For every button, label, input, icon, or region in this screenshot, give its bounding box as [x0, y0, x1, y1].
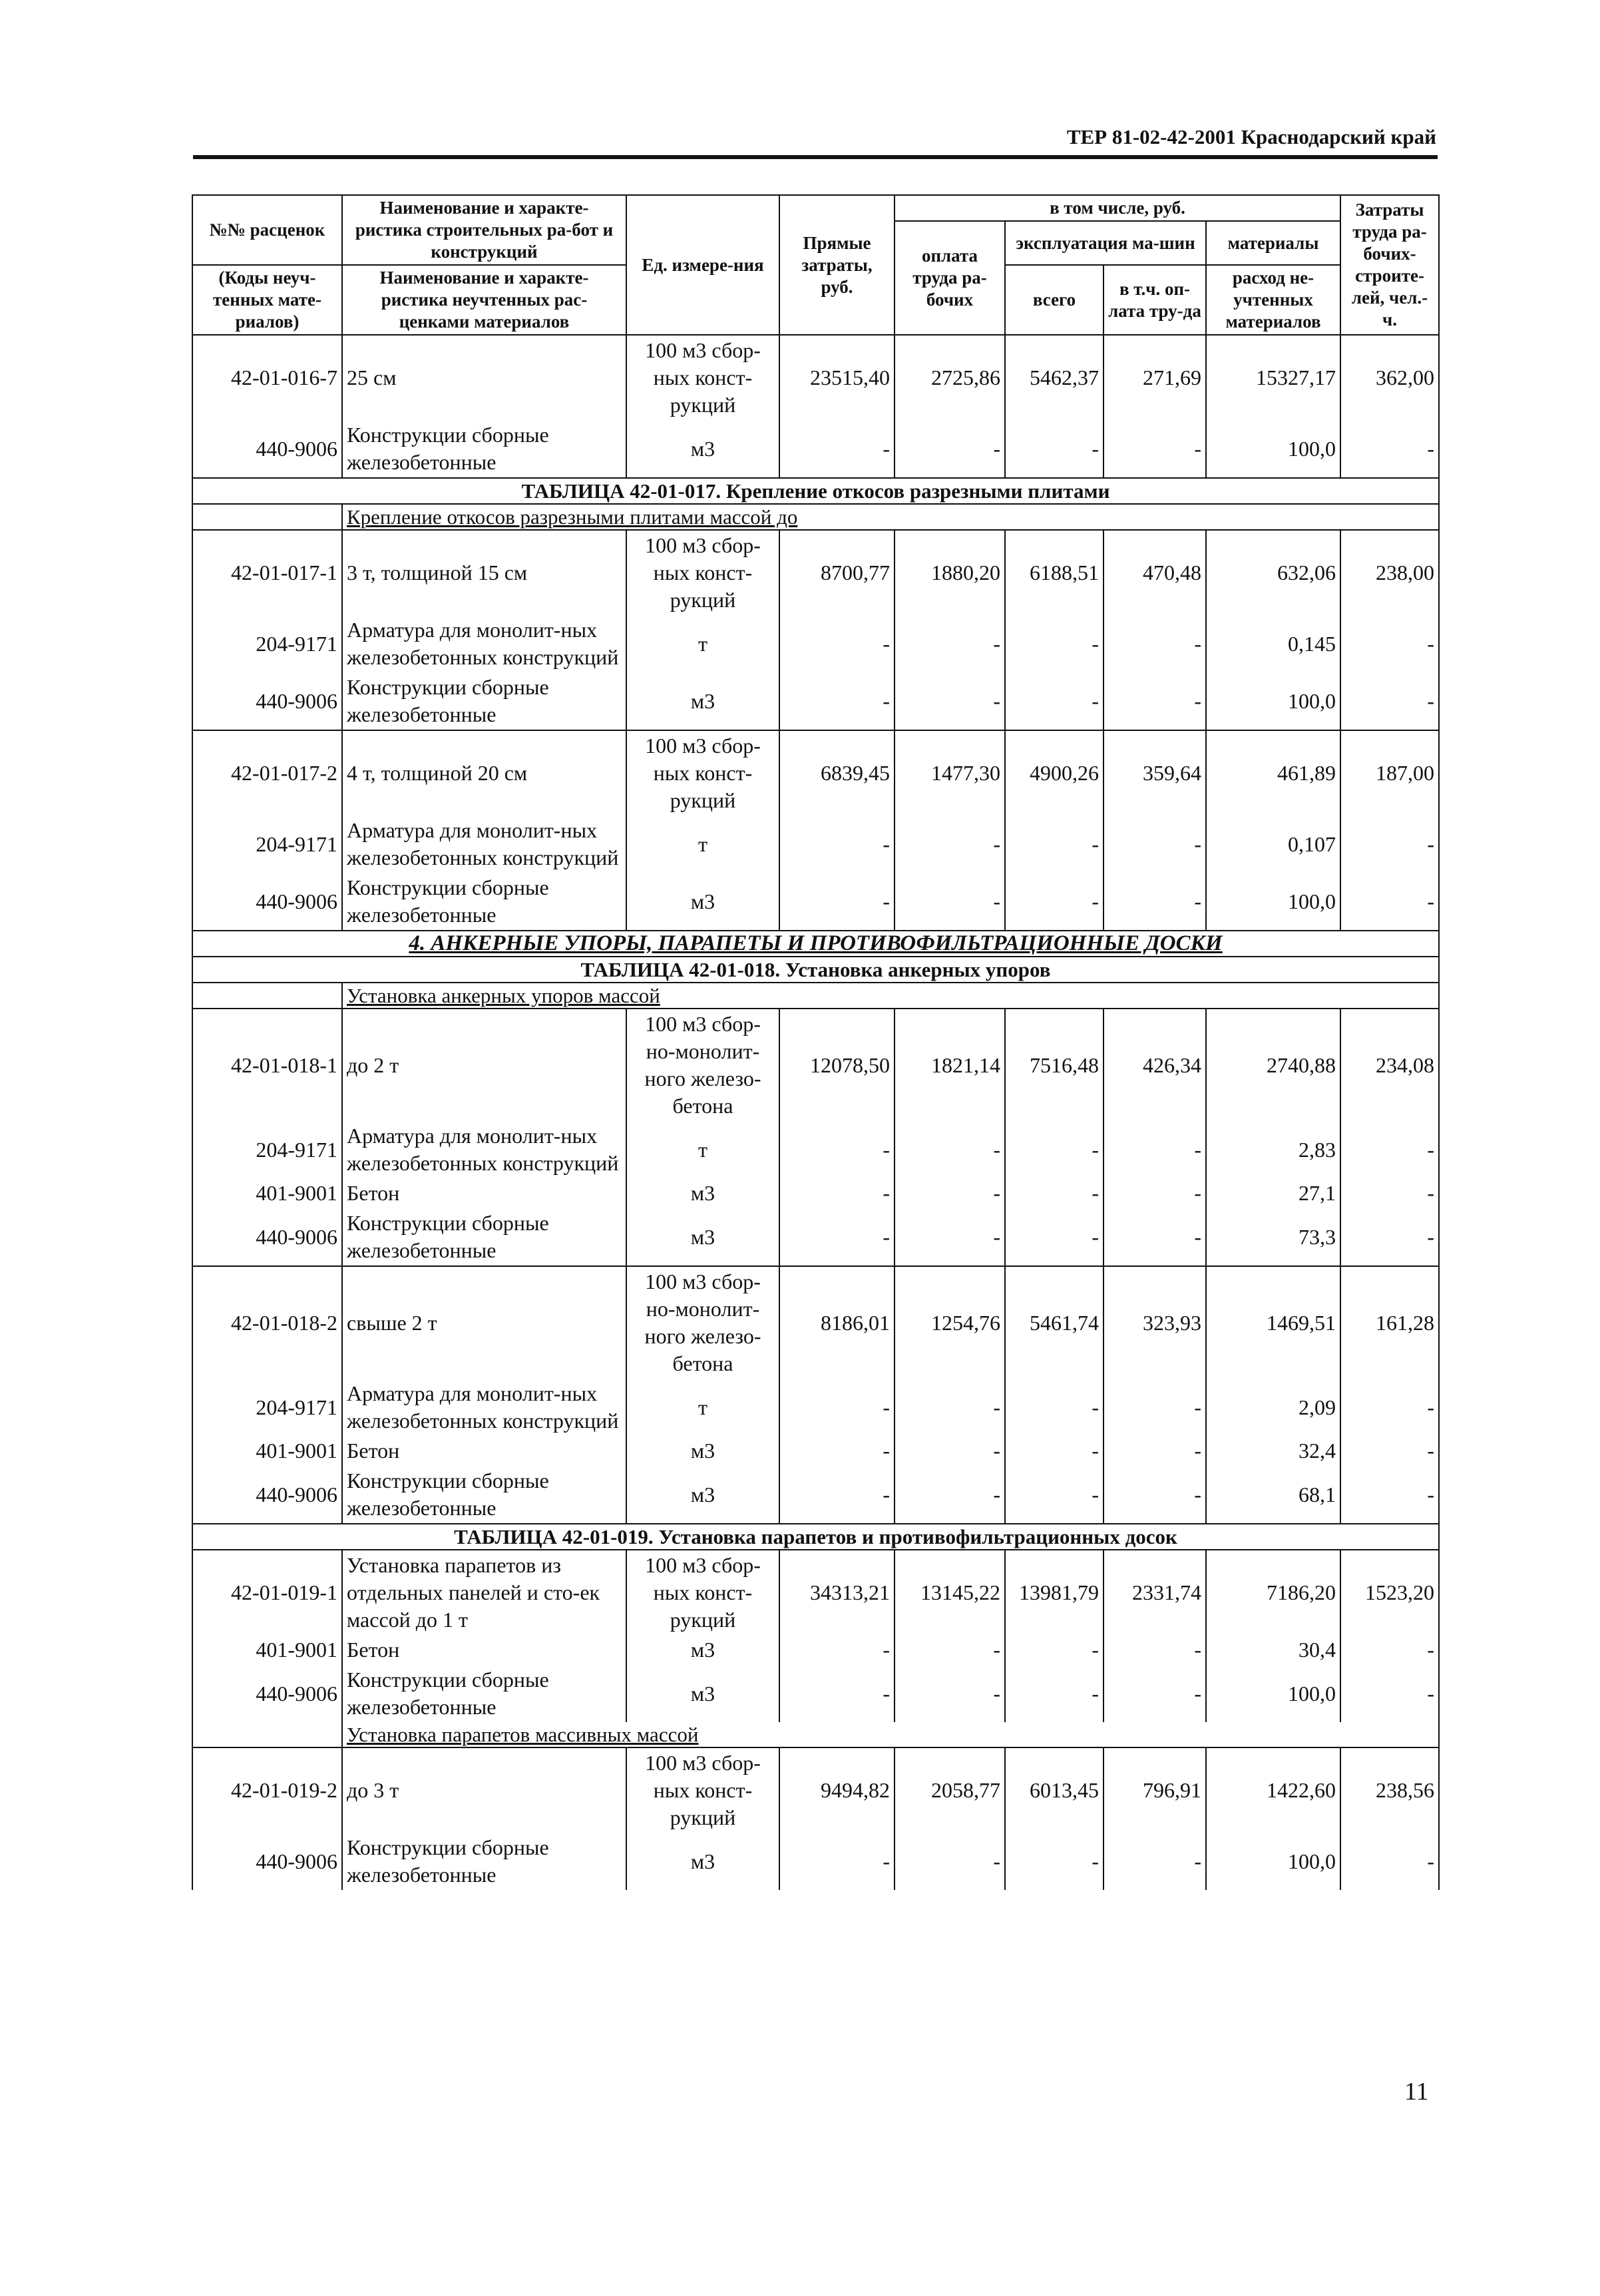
direct-cost: -	[779, 1379, 895, 1436]
materials-cost: 15327,17	[1206, 335, 1340, 420]
machines-wages: -	[1103, 615, 1206, 672]
machines-wages: -	[1103, 1208, 1206, 1266]
machines-wages: 796,91	[1103, 1747, 1206, 1833]
wages-cost: -	[895, 1466, 1005, 1524]
rate-code: 440-9006	[192, 420, 342, 478]
rate-unit: 100 м3 сбор-ных конст-рукций	[626, 335, 779, 420]
materials-cost: 7186,20	[1206, 1550, 1340, 1635]
wages-cost: 1880,20	[895, 530, 1005, 615]
table-row	[192, 1466, 1439, 1524]
wages-cost: -	[895, 873, 1005, 931]
machines-wages: -	[1103, 1833, 1206, 1890]
rate-name: до 2 т	[342, 1009, 626, 1121]
table-row	[192, 1550, 1439, 1635]
rate-unit: м3	[626, 1466, 779, 1524]
rate-name: Конструкции сборные железобетонные	[342, 1208, 626, 1266]
machines-wages: 271,69	[1103, 335, 1206, 420]
machines-total: -	[1005, 1178, 1103, 1208]
labor-hours: 234,08	[1340, 1009, 1439, 1121]
table-row	[192, 420, 1439, 478]
direct-cost: -	[779, 1665, 895, 1722]
col-machines-wages: в т.ч. оп-лата тру-да	[1103, 265, 1206, 335]
machines-wages: 323,93	[1103, 1266, 1206, 1379]
machines-wages: -	[1103, 420, 1206, 478]
machines-total: 5461,74	[1005, 1266, 1103, 1379]
labor-hours: -	[1340, 1379, 1439, 1436]
machines-total: -	[1005, 815, 1103, 873]
wages-cost: -	[895, 615, 1005, 672]
col-code-top: №№ расценок	[192, 195, 342, 265]
machines-total: -	[1005, 1466, 1103, 1524]
machines-wages: -	[1103, 1635, 1206, 1665]
rate-unit: м3	[626, 873, 779, 931]
direct-cost: 9494,82	[779, 1747, 895, 1833]
col-labor: Затраты труда ра-бочих-строите-лей, чел.-ч.	[1340, 195, 1439, 335]
machines-wages: 470,48	[1103, 530, 1206, 615]
wages-cost: -	[895, 1436, 1005, 1466]
machines-wages: -	[1103, 1436, 1206, 1466]
rate-name: Бетон	[342, 1436, 626, 1466]
table-title: ТАБЛИЦА 42-01-017. Крепление откосов разрезными плитами	[192, 478, 1439, 504]
subheading-text: Установка парапетов массивных массой	[342, 1722, 1439, 1747]
rate-name: Арматура для монолит-ных железобетонных конструкций	[342, 815, 626, 873]
col-materials-sub: расход не-учтенных материалов	[1206, 265, 1340, 335]
table-row	[192, 1665, 1439, 1722]
wages-cost: 1477,30	[895, 730, 1005, 815]
rate-unit: т	[626, 1121, 779, 1178]
rate-unit: 100 м3 сбор-но-монолит-ного железо-бетона	[626, 1266, 779, 1379]
rate-unit: т	[626, 1379, 779, 1436]
machines-total: -	[1005, 1665, 1103, 1722]
machines-wages: -	[1103, 873, 1206, 931]
labor-hours: -	[1340, 1436, 1439, 1466]
wages-cost: 2058,77	[895, 1747, 1005, 1833]
rate-code: 42-01-017-2	[192, 730, 342, 815]
rate-unit: 100 м3 сбор-ных конст-рукций	[626, 730, 779, 815]
machines-total: -	[1005, 1635, 1103, 1665]
rate-code: 440-9006	[192, 672, 342, 730]
table-row	[192, 1121, 1439, 1178]
rate-name: Установка парапетов из отдельных панелей и сто-ек массой до 1 т	[342, 1550, 626, 1635]
materials-cost: 100,0	[1206, 672, 1340, 730]
rate-code: 440-9006	[192, 1466, 342, 1524]
wages-cost: -	[895, 672, 1005, 730]
section-title: 4. АНКЕРНЫЕ УПОРЫ, ПАРАПЕТЫ И ПРОТИВОФИЛЬТРАЦИОННЫЕ ДОСКИ	[192, 931, 1439, 957]
rate-unit: м3	[626, 1635, 779, 1665]
direct-cost: -	[779, 420, 895, 478]
table-row	[192, 1009, 1439, 1121]
rate-code: 42-01-019-2	[192, 1747, 342, 1833]
materials-cost: 30,4	[1206, 1635, 1340, 1665]
col-direct: Прямые затраты, руб.	[779, 195, 895, 335]
wages-cost: 1254,76	[895, 1266, 1005, 1379]
rate-unit: т	[626, 815, 779, 873]
labor-hours: -	[1340, 1665, 1439, 1722]
table-body	[192, 335, 1439, 1890]
col-incl: в том числе, руб.	[895, 195, 1340, 221]
subheading-blank	[192, 983, 342, 1009]
table-title: ТАБЛИЦА 42-01-019. Установка парапетов и противофильтрационных досок	[192, 1524, 1439, 1550]
rate-code: 440-9006	[192, 1208, 342, 1266]
rate-unit: м3	[626, 1178, 779, 1208]
rate-unit: м3	[626, 1833, 779, 1890]
rate-unit: 100 м3 сбор-но-монолит-ного железо-бетона	[626, 1009, 779, 1121]
machines-total: 6188,51	[1005, 530, 1103, 615]
materials-cost: 100,0	[1206, 420, 1340, 478]
machines-total: 4900,26	[1005, 730, 1103, 815]
rate-code: 401-9001	[192, 1178, 342, 1208]
labor-hours: 238,00	[1340, 530, 1439, 615]
direct-cost: -	[779, 615, 895, 672]
table-row	[192, 335, 1439, 420]
rate-name: Бетон	[342, 1178, 626, 1208]
col-materials: материалы	[1206, 221, 1340, 265]
table-title: ТАБЛИЦА 42-01-018. Установка анкерных упоров	[192, 957, 1439, 983]
table-title-row	[192, 1524, 1439, 1550]
materials-cost: 2,09	[1206, 1379, 1340, 1436]
table-row	[192, 530, 1439, 615]
labor-hours: -	[1340, 420, 1439, 478]
wages-cost: -	[895, 1635, 1005, 1665]
materials-cost: 32,4	[1206, 1436, 1340, 1466]
materials-cost: 2740,88	[1206, 1009, 1340, 1121]
header-rule	[193, 155, 1438, 159]
labor-hours: -	[1340, 1833, 1439, 1890]
direct-cost: 8700,77	[779, 530, 895, 615]
direct-cost: -	[779, 1121, 895, 1178]
machines-wages: 2331,74	[1103, 1550, 1206, 1635]
machines-wages: -	[1103, 1121, 1206, 1178]
subheading-blank	[192, 504, 342, 530]
labor-hours: -	[1340, 815, 1439, 873]
col-name-top: Наименование и характе-ристика строительных ра-бот и конструкций	[342, 195, 626, 265]
direct-cost: 34313,21	[779, 1550, 895, 1635]
machines-wages: -	[1103, 1379, 1206, 1436]
col-machines-total: всего	[1005, 265, 1103, 335]
section-title-row	[192, 931, 1439, 957]
rate-name: Конструкции сборные железобетонные	[342, 1665, 626, 1722]
machines-total: 6013,45	[1005, 1747, 1103, 1833]
col-wages: оплата труда ра-бочих	[895, 221, 1005, 335]
materials-cost: 100,0	[1206, 1665, 1340, 1722]
wages-cost: -	[895, 1178, 1005, 1208]
materials-cost: 2,83	[1206, 1121, 1340, 1178]
direct-cost: -	[779, 873, 895, 931]
rate-name: Конструкции сборные железобетонные	[342, 420, 626, 478]
machines-total: 5462,37	[1005, 335, 1103, 420]
table-row	[192, 615, 1439, 672]
table-row	[192, 815, 1439, 873]
direct-cost: -	[779, 815, 895, 873]
direct-cost: -	[779, 672, 895, 730]
rate-code: 42-01-017-1	[192, 530, 342, 615]
wages-cost: -	[895, 1208, 1005, 1266]
labor-hours: -	[1340, 873, 1439, 931]
labor-hours: 1523,20	[1340, 1550, 1439, 1635]
rate-name: Конструкции сборные железобетонные	[342, 1466, 626, 1524]
labor-hours: 238,56	[1340, 1747, 1439, 1833]
wages-cost: 1821,14	[895, 1009, 1005, 1121]
machines-total: -	[1005, 1833, 1103, 1890]
direct-cost: -	[779, 1466, 895, 1524]
machines-wages: -	[1103, 815, 1206, 873]
machines-total: -	[1005, 420, 1103, 478]
subheading-text: Крепление откосов разрезными плитами массой до	[342, 504, 1439, 530]
direct-cost: -	[779, 1635, 895, 1665]
machines-total: -	[1005, 615, 1103, 672]
document-header-title: ТЕР 81-02-42-2001 Краснодарский край	[1066, 125, 1436, 148]
materials-cost: 73,3	[1206, 1208, 1340, 1266]
direct-cost: -	[779, 1833, 895, 1890]
materials-cost: 27,1	[1206, 1178, 1340, 1208]
machines-total: 13981,79	[1005, 1550, 1103, 1635]
materials-cost: 1469,51	[1206, 1266, 1340, 1379]
materials-cost: 68,1	[1206, 1466, 1340, 1524]
rate-name: свыше 2 т	[342, 1266, 626, 1379]
machines-total: -	[1005, 672, 1103, 730]
table-row	[192, 672, 1439, 730]
labor-hours: -	[1340, 1635, 1439, 1665]
subheading-row	[192, 1722, 1439, 1747]
machines-wages: -	[1103, 1665, 1206, 1722]
wages-cost: -	[895, 420, 1005, 478]
rate-code: 42-01-019-1	[192, 1550, 342, 1635]
subheading-blank	[192, 1722, 342, 1747]
labor-hours: -	[1340, 1178, 1439, 1208]
machines-total: 7516,48	[1005, 1009, 1103, 1121]
rate-unit: 100 м3 сбор-ных конст-рукций	[626, 530, 779, 615]
rate-unit: 100 м3 сбор-ных конст-рукций	[626, 1747, 779, 1833]
rate-code: 204-9171	[192, 615, 342, 672]
page-number: 11	[1404, 2078, 1429, 2106]
rate-name: Конструкции сборные железобетонные	[342, 873, 626, 931]
table-header	[192, 195, 1439, 335]
table-row	[192, 730, 1439, 815]
labor-hours: -	[1340, 672, 1439, 730]
labor-hours: -	[1340, 1121, 1439, 1178]
wages-cost: 13145,22	[895, 1550, 1005, 1635]
machines-total: -	[1005, 1121, 1103, 1178]
rate-code: 204-9171	[192, 1379, 342, 1436]
materials-cost: 461,89	[1206, 730, 1340, 815]
rate-name: 4 т, толщиной 20 см	[342, 730, 626, 815]
wages-cost: -	[895, 1121, 1005, 1178]
machines-wages: -	[1103, 1466, 1206, 1524]
labor-hours: -	[1340, 615, 1439, 672]
labor-hours: 161,28	[1340, 1266, 1439, 1379]
col-machines: эксплуатация ма-шин	[1005, 221, 1206, 265]
labor-hours: -	[1340, 1208, 1439, 1266]
materials-cost: 100,0	[1206, 873, 1340, 931]
rate-unit: т	[626, 615, 779, 672]
table-row	[192, 1635, 1439, 1665]
rate-code: 42-01-018-2	[192, 1266, 342, 1379]
table-row	[192, 1833, 1439, 1890]
rate-name: Арматура для монолит-ных железобетонных конструкций	[342, 1379, 626, 1436]
table-row	[192, 1266, 1439, 1379]
machines-total: -	[1005, 873, 1103, 931]
wages-cost: -	[895, 1833, 1005, 1890]
direct-cost: 6839,45	[779, 730, 895, 815]
rate-name: Арматура для монолит-ных железобетонных конструкций	[342, 1121, 626, 1178]
labor-hours: 362,00	[1340, 335, 1439, 420]
machines-total: -	[1005, 1379, 1103, 1436]
materials-cost: 1422,60	[1206, 1747, 1340, 1833]
table-row	[192, 1747, 1439, 1833]
machines-wages: -	[1103, 1178, 1206, 1208]
rate-unit: м3	[626, 420, 779, 478]
labor-hours: -	[1340, 1466, 1439, 1524]
wages-cost: -	[895, 1379, 1005, 1436]
direct-cost: -	[779, 1436, 895, 1466]
rate-code: 204-9171	[192, 1121, 342, 1178]
machines-total: -	[1005, 1208, 1103, 1266]
rate-code: 42-01-018-1	[192, 1009, 342, 1121]
rate-unit: 100 м3 сбор-ных конст-рукций	[626, 1550, 779, 1635]
rate-unit: м3	[626, 1436, 779, 1466]
col-unit: Ед. измере-ния	[626, 195, 779, 335]
materials-cost: 0,145	[1206, 615, 1340, 672]
rate-name: Конструкции сборные железобетонные	[342, 672, 626, 730]
rate-name: Арматура для монолит-ных железобетонных конструкций	[342, 615, 626, 672]
table-row	[192, 873, 1439, 931]
subheading-text: Установка анкерных упоров массой	[342, 983, 1439, 1009]
rate-name: Конструкции сборные железобетонные	[342, 1833, 626, 1890]
rate-code: 401-9001	[192, 1635, 342, 1665]
rate-unit: м3	[626, 1665, 779, 1722]
rate-code: 440-9006	[192, 1665, 342, 1722]
col-code-bottom: (Коды неуч-тенных мате-риалов)	[192, 265, 342, 335]
col-name-bottom: Наименование и характе-ристика неучтенных рас-ценками материалов	[342, 265, 626, 335]
rates-table	[192, 194, 1440, 1890]
direct-cost: 23515,40	[779, 335, 895, 420]
direct-cost: -	[779, 1178, 895, 1208]
rate-unit: м3	[626, 1208, 779, 1266]
direct-cost: 12078,50	[779, 1009, 895, 1121]
machines-wages: -	[1103, 672, 1206, 730]
rate-unit: м3	[626, 672, 779, 730]
rate-code: 401-9001	[192, 1436, 342, 1466]
rate-name: 25 см	[342, 335, 626, 420]
direct-cost: -	[779, 1208, 895, 1266]
wages-cost: 2725,86	[895, 335, 1005, 420]
rate-code: 440-9006	[192, 1833, 342, 1890]
rate-name: Бетон	[342, 1635, 626, 1665]
rate-name: 3 т, толщиной 15 см	[342, 530, 626, 615]
direct-cost: 8186,01	[779, 1266, 895, 1379]
rate-code: 42-01-016-7	[192, 335, 342, 420]
table-row	[192, 1379, 1439, 1436]
rate-code: 204-9171	[192, 815, 342, 873]
machines-wages: 359,64	[1103, 730, 1206, 815]
table-row	[192, 1436, 1439, 1466]
machines-wages: 426,34	[1103, 1009, 1206, 1121]
table-title-row	[192, 478, 1439, 504]
subheading-row	[192, 504, 1439, 530]
machines-total: -	[1005, 1436, 1103, 1466]
rate-name: до 3 т	[342, 1747, 626, 1833]
wages-cost: -	[895, 815, 1005, 873]
table-row	[192, 1178, 1439, 1208]
subheading-row	[192, 983, 1439, 1009]
materials-cost: 0,107	[1206, 815, 1340, 873]
materials-cost: 100,0	[1206, 1833, 1340, 1890]
materials-cost: 632,06	[1206, 530, 1340, 615]
labor-hours: 187,00	[1340, 730, 1439, 815]
rate-code: 440-9006	[192, 873, 342, 931]
table-row	[192, 1208, 1439, 1266]
table-title-row	[192, 957, 1439, 983]
wages-cost: -	[895, 1665, 1005, 1722]
